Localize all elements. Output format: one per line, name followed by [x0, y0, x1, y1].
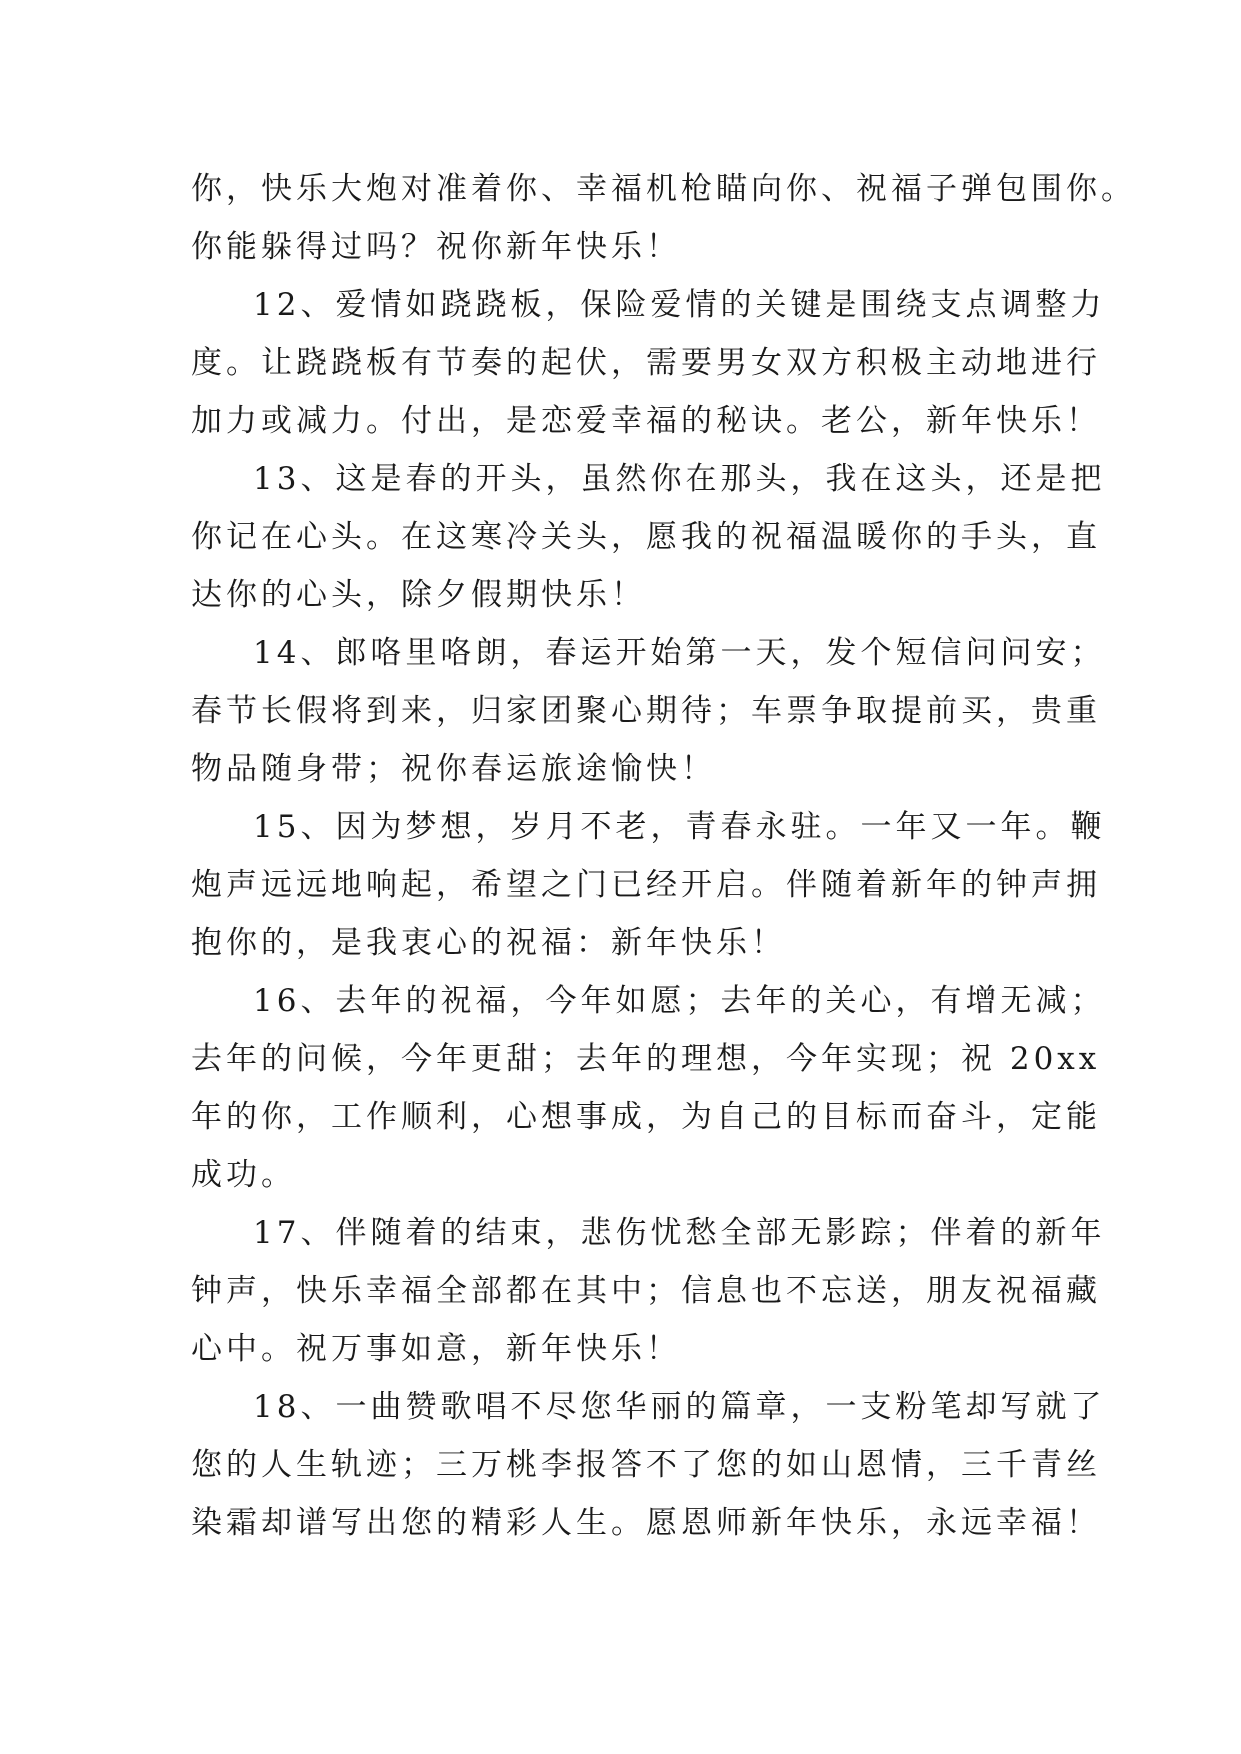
paragraph-13: [191, 450, 1106, 624]
text-line: 年的你，工作顺利，心想事成，为自己的目标而奋斗，定能: [191, 1099, 1101, 1135]
text-line: 你，快乐大炮对准着你、幸福机枪瞄向你、祝福子弹包围你。: [191, 171, 1136, 207]
paragraph-14: [191, 624, 1106, 798]
text-line: 18、一曲赞歌唱不尽您华丽的篇章，一支粉笔却写就了: [253, 1389, 1106, 1425]
paragraph-17: [191, 1204, 1106, 1378]
text-line: 你记在心头。在这寒冷关头，愿我的祝福温暖你的手头，直: [191, 519, 1101, 555]
text-line: 成功。: [191, 1157, 296, 1193]
text-line: 13、这是春的开头，虽然你在那头，我在这头，还是把: [253, 461, 1106, 497]
paragraph-12: [191, 276, 1106, 450]
document-body: [191, 160, 1136, 1552]
text-line: 你能躲得过吗？祝你新年快乐！: [191, 229, 681, 265]
text-line: 度。让跷跷板有节奏的起伏，需要男女双方积极主动地进行: [191, 345, 1101, 381]
text-line: 15、因为梦想，岁月不老，青春永驻。一年又一年。鞭: [253, 809, 1106, 845]
text-line: 春节长假将到来，归家团聚心期待；车票争取提前买，贵重: [191, 693, 1101, 729]
paragraph-16: [191, 972, 1106, 1204]
paragraph-11-continued: [191, 160, 1136, 276]
text-line: 抱你的，是我衷心的祝福：新年快乐！: [191, 925, 786, 961]
text-line: 您的人生轨迹；三万桃李报答不了您的如山恩情，三千青丝: [191, 1447, 1101, 1483]
text-line: 炮声远远地响起，希望之门已经开启。伴随着新年的钟声拥: [191, 867, 1101, 903]
text-line: 16、去年的祝福，今年如愿；去年的关心，有增无减；: [253, 983, 1106, 1019]
text-line: 加力或减力。付出，是恋爱幸福的秘诀。老公，新年快乐！: [191, 403, 1101, 439]
text-line: 物品随身带；祝你春运旅途愉快！: [191, 751, 716, 787]
text-line: 达你的心头，除夕假期快乐！: [191, 577, 646, 613]
text-line: 12、爱情如跷跷板，保险爱情的关键是围绕支点调整力: [253, 287, 1106, 323]
text-line: 14、郎咯里咯朗，春运开始第一天，发个短信问问安；: [253, 635, 1106, 671]
text-line: 去年的问候，今年更甜；去年的理想，今年实现；祝 20xx: [191, 1041, 1101, 1077]
text-line: 染霜却谱写出您的精彩人生。愿恩师新年快乐，永远幸福！: [191, 1505, 1101, 1541]
paragraph-15: [191, 798, 1106, 972]
text-line: 心中。祝万事如意，新年快乐！: [191, 1331, 681, 1367]
paragraph-18: [191, 1378, 1106, 1552]
text-line: 钟声，快乐幸福全部都在其中；信息也不忘送，朋友祝福藏: [191, 1273, 1101, 1309]
text-line: 17、伴随着的结束，悲伤忧愁全部无影踪；伴着的新年: [253, 1215, 1106, 1251]
